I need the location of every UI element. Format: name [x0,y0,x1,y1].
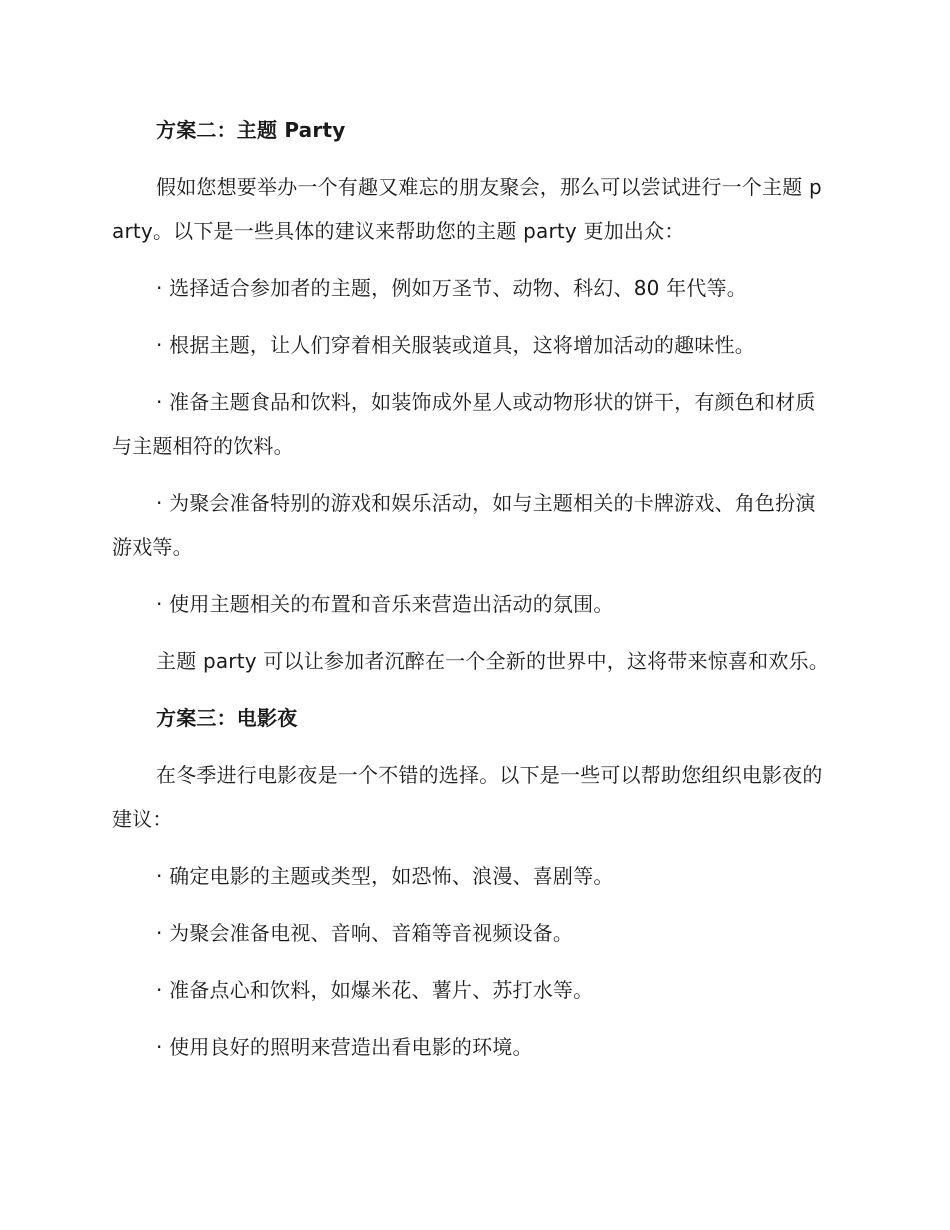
bullet-item: · 根据主题，让人们穿着相关服装或道具，这将增加活动的趣味性。 [156,333,755,357]
section-intro-theme-party: 假如您想要举办一个有趣又难忘的朋友聚会，那么可以尝试进行一个主题 party。以下是一些具体的建议来帮助您的主题 party 更加出众： [112,175,822,243]
bullet-item: · 准备主题食品和饮料，如装饰成外星人或动物形状的饼干，有颜色和材质与主题相符的饮料。 [112,390,816,458]
section-conclusion-theme-party: 主题 party 可以让参加者沉醉在一个全新的世界中，这将带来惊喜和欢乐。 [156,649,829,673]
bullet-item: · 选择适合参加者的主题，例如万圣节、动物、科幻、80 年代等。 [156,276,747,300]
bullet-item: · 使用良好的照明来营造出看电影的环境。 [156,1035,533,1059]
section-intro-movie-night: 在冬季进行电影夜是一个不错的选择。以下是一些可以帮助您组织电影夜的建议： [112,763,823,831]
section-heading-theme-party: 方案二：主题 Party [156,118,346,142]
section-heading-movie-night: 方案三：电影夜 [156,706,298,730]
document-page [112,108,832,1082]
bullet-item: · 使用主题相关的布置和音乐来营造出活动的氛围。 [156,592,614,616]
bullet-item: · 确定电影的主题或类型，如恐怖、浪漫、喜剧等。 [156,864,614,888]
bullet-item: · 为聚会准备电视、音响、音箱等音视频设备。 [156,921,574,945]
bullet-item: · 准备点心和饮料，如爆米花、薯片、苏打水等。 [156,978,594,1002]
bullet-item: · 为聚会准备特别的游戏和娱乐活动，如与主题相关的卡牌游戏、角色扮演游戏等。 [112,491,816,559]
